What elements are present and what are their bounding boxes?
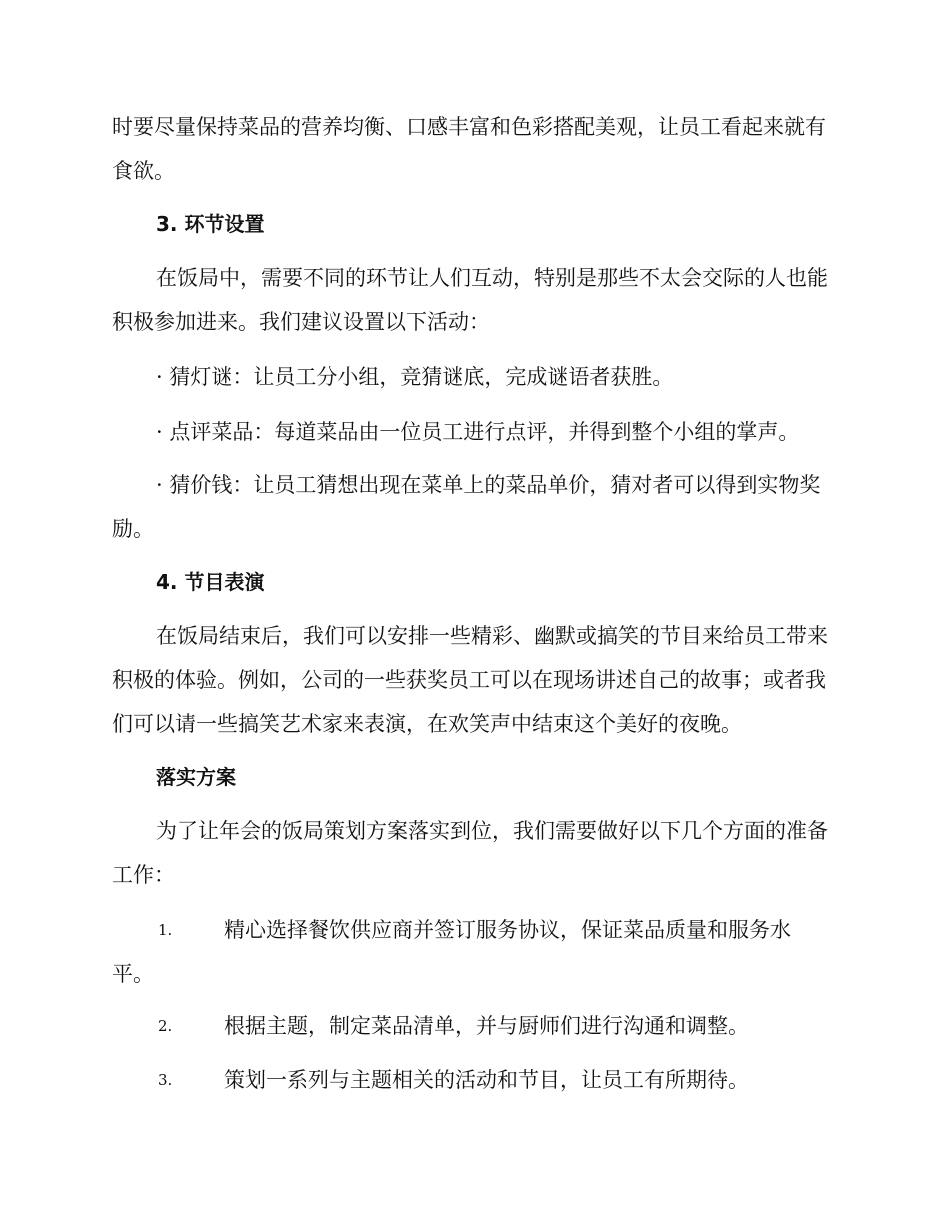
- list-item: 精心选择餐饮供应商并签订服务协议，保证菜品质量和服务水平。: [112, 918, 791, 986]
- list-item-number: 3.: [158, 1071, 173, 1089]
- list-item: 根据主题，制定菜品清单，并与厨师们进行沟通和调整。: [224, 1014, 749, 1038]
- section-3-intro-paragraph: 在饭局中，需要不同的环节让人们互动，特别是那些不太会交际的人也能积极参加进来。我们建议设置以下活动：: [112, 266, 828, 334]
- list-item-number: 1.: [158, 921, 173, 939]
- bullet-item: · 点评菜品：每道菜品由一位员工进行点评，并得到整个小组的掌声。: [156, 420, 800, 444]
- intro-continuation-paragraph: 时要尽量保持菜品的营养均衡、口感丰富和色彩搭配美观，让员工看起来就有食欲。: [112, 115, 826, 183]
- list-item: 策划一系列与主题相关的活动和节目，让员工有所期待。: [224, 1068, 749, 1092]
- bullet-item: · 猜灯谜：让员工分小组，竞猜谜底，完成谜语者获胜。: [156, 365, 674, 389]
- section-3-heading: 3. 环节设置: [156, 212, 265, 236]
- bullet-item: · 猜价钱：让员工猜想出现在菜单上的菜品单价，猜对者可以得到实物奖励。: [112, 473, 821, 541]
- section-4-heading: 4. 节目表演: [156, 570, 265, 594]
- list-item-number: 2.: [158, 1017, 173, 1035]
- section-4-body-paragraph: 在饭局结束后，我们可以安排一些精彩、幽默或搞笑的节目来给员工带来积极的体验。例如，公司的一些获奖员工可以在现场讲述自己的故事；或者我们可以请一些搞笑艺术家来表演，在欢笑声中结束这个美好的夜晚。: [112, 624, 828, 736]
- implementation-heading: 落实方案: [156, 765, 236, 789]
- implementation-intro-paragraph: 为了让年会的饭局策划方案落实到位，我们需要做好以下几个方面的准备工作：: [112, 819, 828, 887]
